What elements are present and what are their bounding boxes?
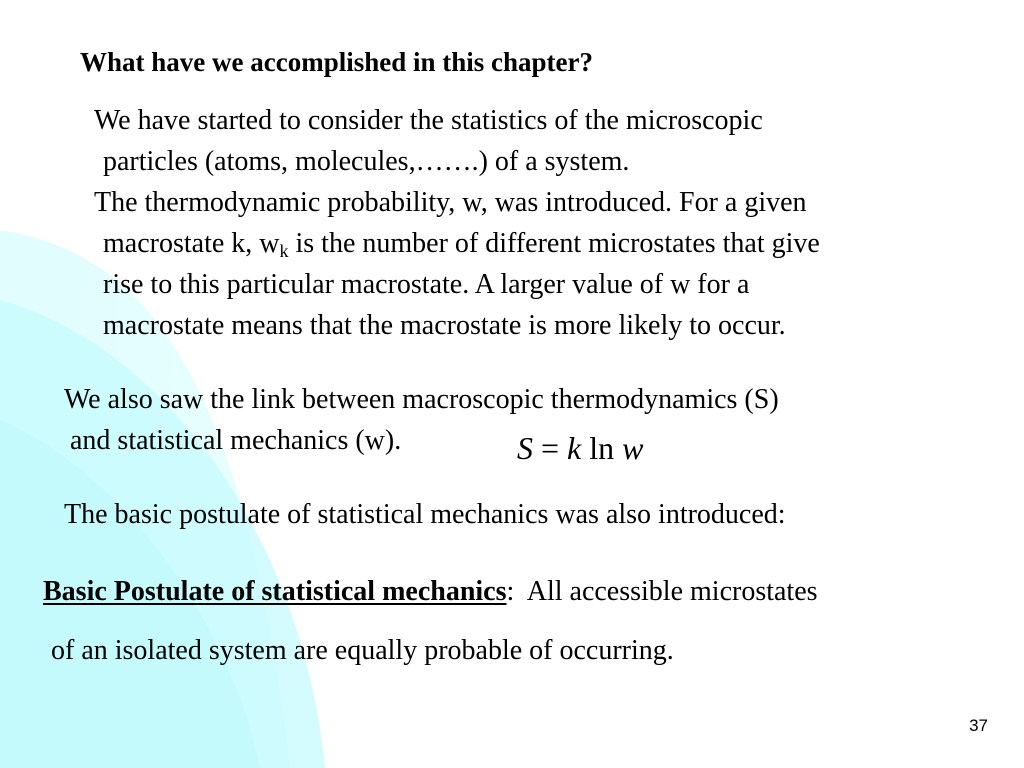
eq-k: k — [567, 430, 582, 466]
para2-line2-pre: macrostate k, w — [103, 228, 280, 259]
para4: The basic postulate of statistical mechanics was also introduced: — [64, 499, 786, 530]
postulate-line2: of an isolated system are equally probable of occurring. — [51, 635, 674, 666]
postulate-text1: All accessible microstates — [514, 576, 818, 607]
para3-line2: and statistical mechanics (w). — [70, 425, 402, 456]
para2-line2 — [103, 223, 820, 264]
postulate-line1 — [43, 571, 818, 612]
eq-ln: ln — [581, 430, 623, 466]
postulate-colon: : — [506, 576, 515, 607]
para2-line2-post: is the number of different microstates that give — [288, 228, 820, 259]
para2-line4: macrostate means that the macrostate is more likely to occur. — [103, 310, 786, 341]
subscript-k: k — [279, 241, 289, 261]
para1-line2: particles (atoms, molecules,…….) of a system. — [103, 146, 630, 177]
para1-line1: We have started to consider the statistics of the microscopic — [94, 105, 763, 136]
eq-equals: = — [533, 430, 568, 466]
slide-title: What have we accomplished in this chapter? — [80, 47, 593, 77]
para2-line3: rise to this particular macrostate. A larger value of w for a — [103, 269, 750, 300]
para2-line1: The thermodynamic probability, w, was introduced. For a given — [94, 187, 807, 218]
eq-s: S — [517, 430, 533, 466]
postulate-heading: Basic Postulate of statistical mechanics — [43, 576, 507, 607]
para3-line1: We also saw the link between macroscopic thermodynamics (S) — [64, 384, 779, 415]
eq-w: w — [622, 430, 644, 466]
page-number: 37 — [969, 716, 988, 735]
entropy-equation — [517, 428, 643, 468]
